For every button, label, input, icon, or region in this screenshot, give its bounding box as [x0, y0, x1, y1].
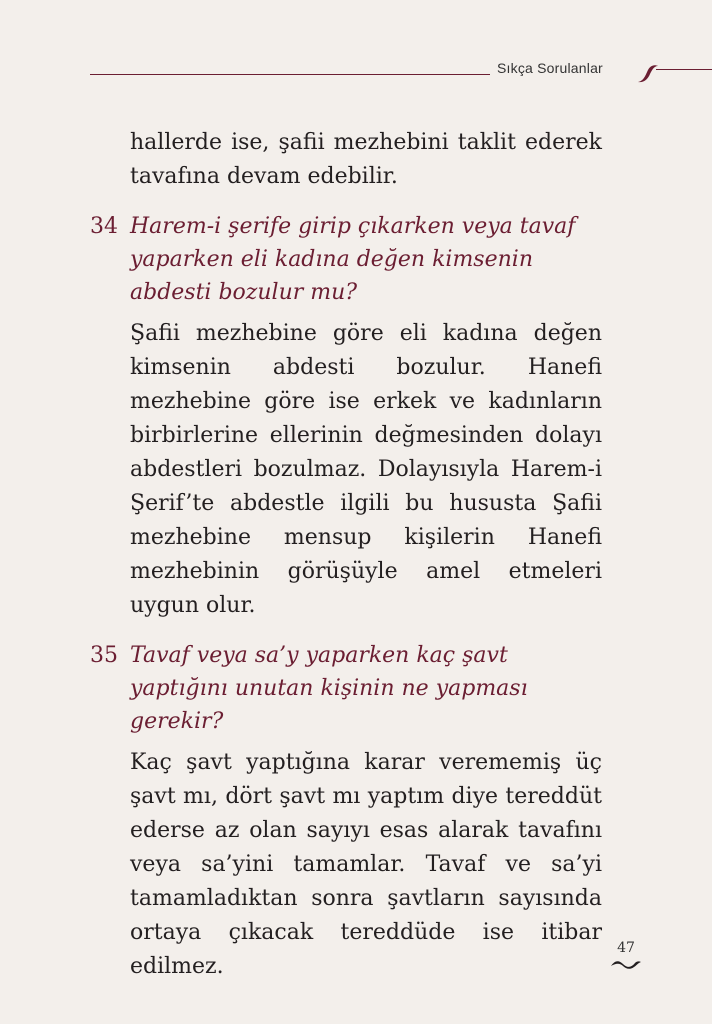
header-rule-right — [656, 69, 712, 70]
swash-ornament-icon — [636, 62, 660, 84]
header-rule-left — [90, 74, 490, 75]
running-title: Sıkça Sorulanlar — [497, 60, 603, 76]
question-number: 35 — [90, 643, 118, 668]
question-text: Tavaf veya sa’y yaparken kaç şavt yaptığını unutan kişinin ne yapması gerekir? — [130, 643, 528, 734]
page-footer — [606, 940, 646, 980]
page-number: 47 — [617, 940, 635, 956]
intro-paragraph: hallerde ise, şafii mezhebini taklit ederek tavafına devam edebilir. — [130, 130, 602, 189]
answer-34: Şafii mezhebine göre eli kadına değen kimsenin abdesti bozulur. Hanefi mezhebine göre ise erkek ve kadınların birbirlerine ellerinin değmesinden dolayı abdestleri bozulmaz. Dolayısıyla Harem-i Şerif’te abdestle ilgili bu hususta Şafii mezhebine mensup kişilerin Hanefi mezhebinin görüşüyle amel etmeleri uygun olur. — [130, 321, 602, 618]
running-header — [0, 58, 712, 88]
footer-wave-ornament-icon — [609, 957, 643, 971]
question-35 — [90, 639, 602, 738]
answer-35: Kaç şavt yaptığına karar verememiş üç şavt mı, dört şavt mı yaptım diye tereddüt ederse az olan sayıyı esas alarak tavafını veya sa’yini tamamlar. Tavaf ve sa’yi tamamladıktan sonra şavtların sayısında ortaya çıkacak tereddüde ise itibar edilmez. — [130, 750, 602, 979]
question-34 — [90, 210, 602, 309]
question-number: 34 — [90, 214, 118, 239]
question-text: Harem-i şerife girip çıkarken veya tavaf yaparken eli kadına değen kimsenin abdesti bozulur mu? — [130, 214, 576, 305]
page-body — [90, 126, 602, 984]
